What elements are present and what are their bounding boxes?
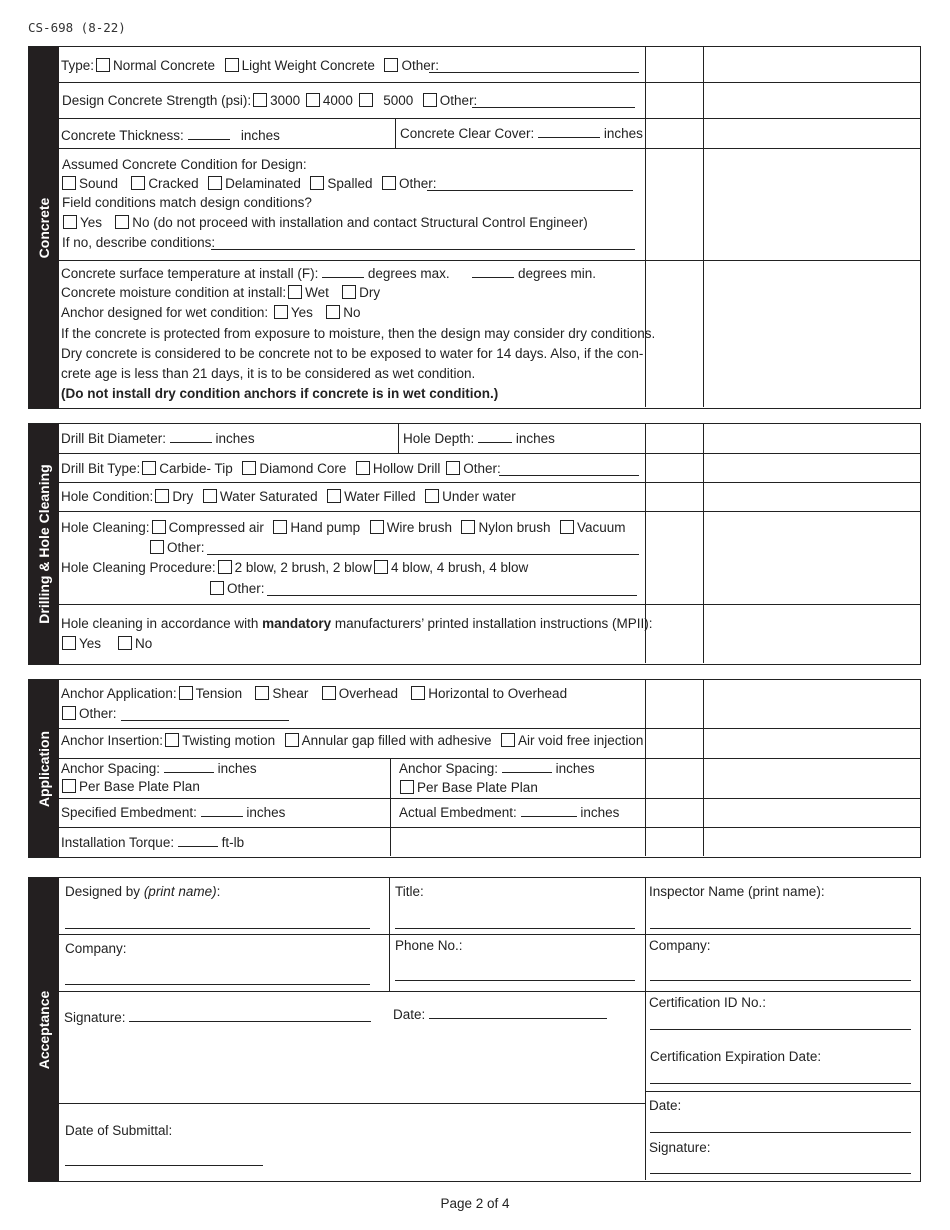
- actual-embedment-label: Actual Embedment:: [399, 805, 517, 820]
- torque-field[interactable]: [178, 834, 218, 847]
- overhead-label: Overhead: [338, 686, 398, 701]
- hole-depth-row: [403, 430, 555, 447]
- thickness-label: Concrete Thickness:: [61, 128, 184, 143]
- procedure-2-blow-label: 2 blow, 2 brush, 2 blow: [234, 560, 372, 575]
- carbide-tip-checkbox[interactable]: [142, 461, 156, 475]
- anchor-application-other-label: Other:: [79, 706, 117, 721]
- concrete-section: [28, 46, 921, 409]
- wire-brush-label: Wire brush: [386, 520, 452, 535]
- shear-label: Shear: [272, 686, 309, 701]
- spalled-checkbox[interactable]: [310, 176, 324, 190]
- cleaning-procedure-label: Hole Cleaning Procedure:: [61, 560, 216, 575]
- company-label: Company:: [65, 941, 127, 956]
- strength-5000-checkbox[interactable]: [359, 93, 373, 107]
- describe-conditions-field[interactable]: [211, 249, 635, 250]
- carbide-tip-label: Carbide- Tip: [159, 461, 233, 476]
- title-field[interactable]: [395, 928, 635, 929]
- under-water-label: Under water: [442, 489, 516, 504]
- anchor-spacing-right: [399, 760, 595, 777]
- concrete-type-label: Type:: [61, 58, 95, 73]
- anchor-wet-label: Anchor designed for wet condition:: [61, 305, 269, 320]
- application-section-label: Application: [29, 680, 59, 857]
- bit-diameter-unit: inches: [215, 431, 255, 446]
- designed-by-colon: :: [216, 884, 221, 899]
- designed-by-label: [65, 884, 220, 900]
- temp-max-field[interactable]: [322, 265, 364, 278]
- bit-diameter-field[interactable]: [170, 430, 212, 443]
- condition-other-field[interactable]: [427, 190, 633, 191]
- water-saturated-checkbox[interactable]: [203, 489, 217, 503]
- dry-anchor-warning: (Do not install dry condition anchors if concrete is in wet condition.): [61, 386, 499, 401]
- hole-depth-field[interactable]: [478, 430, 512, 443]
- air-void-label: Air void free injection: [518, 733, 644, 748]
- diamond-core-checkbox[interactable]: [242, 461, 256, 475]
- bit-diameter-label: Drill Bit Diameter:: [61, 431, 167, 446]
- signature-field[interactable]: [129, 1009, 371, 1022]
- hole-cleaning-other-label: Other:: [167, 540, 205, 555]
- air-void-checkbox[interactable]: [501, 733, 515, 747]
- bit-diameter-row: [61, 430, 255, 447]
- hollow-drill-checkbox[interactable]: [356, 461, 370, 475]
- concrete-type-other-label: Other:: [401, 58, 439, 73]
- form-id: CS-698 (8-22): [28, 20, 126, 35]
- anchor-application-other-row: [60, 706, 117, 722]
- cleaning-procedure-row: [61, 560, 528, 576]
- annular-gap-label: Annular gap filled with adhesive: [301, 733, 492, 748]
- clear-cover-label: Concrete Clear Cover:: [400, 126, 535, 141]
- water-filled-checkbox[interactable]: [327, 489, 341, 503]
- condition-other-label: Other:: [398, 176, 437, 191]
- sound-label: Sound: [79, 176, 119, 191]
- vacuum-label: Vacuum: [577, 520, 626, 535]
- thickness-unit: inches: [240, 128, 280, 143]
- temp-max-unit: degrees max.: [367, 266, 450, 281]
- torque-label: Installation Torque:: [61, 835, 175, 850]
- strength-3000-label: 3000: [270, 93, 301, 108]
- bit-type-label: Drill Bit Type:: [61, 461, 141, 476]
- strength-3000-checkbox[interactable]: [253, 93, 267, 107]
- page-number: Page 2 of 4: [440, 1196, 510, 1211]
- concrete-type-other-checkbox[interactable]: [384, 58, 398, 72]
- inspector-signature-field[interactable]: [650, 1173, 911, 1174]
- wire-brush-checkbox[interactable]: [370, 520, 384, 534]
- thickness-row: [61, 127, 280, 144]
- lightweight-concrete-label: Light Weight Concrete: [241, 58, 375, 73]
- horizontal-overhead-label: Horizontal to Overhead: [428, 686, 568, 701]
- bit-type-other-label: Other:: [463, 461, 501, 476]
- application-section: [28, 679, 921, 858]
- clear-cover-unit: inches: [603, 126, 643, 141]
- certification-id-field[interactable]: [650, 1029, 911, 1030]
- clear-cover-row: [400, 125, 643, 142]
- strength-other-checkbox[interactable]: [423, 93, 437, 107]
- mpii-text-bold: mandatory: [262, 616, 332, 631]
- water-filled-label: Water Filled: [344, 489, 416, 504]
- concrete-type-row: [61, 58, 439, 74]
- mpii-row: [61, 616, 653, 632]
- procedure-4-blow-label: 4 blow, 4 brush, 4 blow: [390, 560, 529, 575]
- date-label: Date:: [393, 1007, 426, 1022]
- hole-cleaning-other-row: [148, 540, 205, 556]
- acceptance-section-label: Acceptance: [29, 878, 59, 1181]
- inspector-company-field[interactable]: [650, 980, 911, 981]
- delaminated-checkbox[interactable]: [208, 176, 222, 190]
- mpii-no-label: No: [135, 636, 153, 651]
- anchor-spacing-label-right: Anchor Spacing:: [399, 761, 499, 776]
- certification-expiration-field[interactable]: [650, 1083, 911, 1084]
- hollow-drill-label: Hollow Drill: [372, 461, 441, 476]
- twisting-motion-label: Twisting motion: [182, 733, 276, 748]
- moisture-label: Concrete moisture condition at install:: [61, 285, 287, 300]
- hand-pump-checkbox[interactable]: [273, 520, 287, 534]
- anchor-spacing-label: Anchor Spacing:: [61, 761, 161, 776]
- inspector-signature-label: Signature:: [649, 1140, 711, 1155]
- delaminated-label: Delaminated: [225, 176, 301, 191]
- overhead-checkbox[interactable]: [322, 686, 336, 700]
- company-field[interactable]: [65, 984, 370, 985]
- base-plate-right-label: Per Base Plate Plan: [417, 780, 538, 795]
- anchor-wet-yes-checkbox[interactable]: [274, 305, 288, 319]
- date-of-submittal-field[interactable]: [65, 1165, 263, 1166]
- anchor-wet-no-label: No: [343, 305, 361, 320]
- specified-embedment-row: [61, 804, 285, 821]
- certification-id-label: Certification ID No.:: [649, 995, 767, 1010]
- tension-label: Tension: [195, 686, 243, 701]
- anchor-spacing-field-left[interactable]: [164, 760, 214, 773]
- temperature-label: Concrete surface temperature at install (F):: [61, 266, 319, 281]
- concrete-type-other-field[interactable]: [429, 72, 639, 73]
- vacuum-checkbox[interactable]: [560, 520, 574, 534]
- normal-concrete-label: Normal Concrete: [113, 58, 216, 73]
- concrete-section-label: Concrete: [29, 47, 59, 408]
- moisture-note-1: If the concrete is protected from exposure to moisture, then the design may consider dry conditions.: [61, 326, 656, 341]
- hole-dry-label: Dry: [172, 489, 194, 504]
- specified-embedment-label: Specified Embedment:: [61, 805, 197, 820]
- hole-cleaning-label: Hole Cleaning:: [61, 520, 150, 535]
- date-of-submittal-label: Date of Submittal:: [65, 1123, 173, 1138]
- anchor-insertion-label: Anchor Insertion:: [61, 733, 164, 748]
- nylon-brush-checkbox[interactable]: [461, 520, 475, 534]
- moisture-note-3: crete age is less than 21 days, it is to be considered as wet condition.: [61, 366, 476, 381]
- base-plate-right-row: [398, 780, 538, 796]
- clear-cover-field[interactable]: [538, 125, 600, 138]
- hole-depth-unit: inches: [515, 431, 555, 446]
- compressed-air-checkbox[interactable]: [152, 520, 166, 534]
- inspector-company-label: Company:: [649, 938, 711, 953]
- hole-cleaning-other-checkbox[interactable]: [150, 540, 164, 554]
- mpii-yes-checkbox[interactable]: [62, 636, 76, 650]
- drilling-section-label: Drilling & Hole Cleaning: [29, 424, 59, 664]
- base-plate-left-label: Per Base Plate Plan: [79, 779, 200, 794]
- hole-condition-label: Hole Condition:: [61, 489, 154, 504]
- hole-cleaning-row: [61, 520, 626, 536]
- hole-depth-label: Hole Depth:: [403, 431, 475, 446]
- design-strength-row: [62, 93, 477, 109]
- field-match-yes-label: Yes: [80, 215, 103, 230]
- hole-condition-row: [61, 489, 516, 505]
- anchor-spacing-left: [61, 760, 257, 777]
- procedure-2-blow-checkbox[interactable]: [218, 560, 232, 574]
- moisture-wet-checkbox[interactable]: [288, 285, 302, 299]
- inspector-name-label: Inspector Name (print name):: [649, 884, 825, 899]
- strength-other-field[interactable]: [472, 107, 635, 108]
- condition-other-checkbox[interactable]: [382, 176, 396, 190]
- mpii-no-checkbox[interactable]: [118, 636, 132, 650]
- temp-min-unit: degrees min.: [517, 266, 597, 281]
- assumed-condition-label: Assumed Concrete Condition for Design:: [62, 157, 307, 172]
- anchor-spacing-field-right[interactable]: [502, 760, 552, 773]
- designed-by-text: Designed by: [65, 884, 144, 899]
- mpii-options: [60, 636, 152, 652]
- inspector-name-field[interactable]: [650, 928, 911, 929]
- moisture-row: [61, 285, 380, 301]
- signature-label: Signature:: [64, 1010, 126, 1025]
- twisting-motion-checkbox[interactable]: [165, 733, 179, 747]
- anchor-application-other-checkbox[interactable]: [62, 706, 76, 720]
- moisture-wet-label: Wet: [305, 285, 329, 300]
- tension-checkbox[interactable]: [179, 686, 193, 700]
- diamond-core-label: Diamond Core: [259, 461, 347, 476]
- inspector-date-field[interactable]: [650, 1132, 911, 1133]
- design-strength-label: Design Concrete Strength (psi):: [62, 93, 252, 108]
- anchor-wet-row: [61, 305, 360, 321]
- procedure-4-blow-checkbox[interactable]: [374, 560, 388, 574]
- date-row: [393, 1006, 607, 1023]
- hand-pump-label: Hand pump: [290, 520, 361, 535]
- actual-embedment-unit: inches: [580, 805, 620, 820]
- anchor-insertion-row: [61, 733, 643, 749]
- phone-label: Phone No.:: [395, 938, 463, 953]
- anchor-wet-no-checkbox[interactable]: [326, 305, 340, 319]
- field-match-options: [61, 215, 588, 231]
- describe-conditions-label: If no, describe conditions:: [62, 235, 216, 250]
- strength-other-label: Other:: [439, 93, 478, 108]
- shear-checkbox[interactable]: [255, 686, 269, 700]
- cracked-label: Cracked: [148, 176, 199, 191]
- annular-gap-checkbox[interactable]: [285, 733, 299, 747]
- temp-min-field[interactable]: [472, 265, 514, 278]
- anchor-spacing-unit: inches: [217, 761, 257, 776]
- anchor-wet-yes-label: Yes: [290, 305, 313, 320]
- designed-by-italic: (print name): [143, 884, 217, 899]
- procedure-other-label: Other:: [227, 581, 265, 596]
- nylon-brush-label: Nylon brush: [478, 520, 551, 535]
- torque-unit: ft-lb: [221, 835, 245, 850]
- strength-4000-label: 4000: [322, 93, 353, 108]
- mpii-text-pre: Hole cleaning in accordance with: [61, 616, 263, 631]
- anchor-application-row: [61, 686, 567, 702]
- title-label: Title:: [395, 884, 424, 899]
- horizontal-overhead-checkbox[interactable]: [411, 686, 425, 700]
- hole-cleaning-other-field[interactable]: [207, 554, 639, 555]
- sound-checkbox[interactable]: [62, 176, 76, 190]
- anchor-application-other-field[interactable]: [121, 720, 289, 721]
- mpii-yes-label: Yes: [79, 636, 102, 651]
- field-match-no-label: No (do not proceed with installation and contact Structural Control Engineer): [132, 215, 588, 230]
- date-field[interactable]: [429, 1006, 607, 1019]
- mpii-text-post: manufacturers’ printed installation instructions (MPII):: [331, 616, 653, 631]
- cracked-checkbox[interactable]: [131, 176, 145, 190]
- actual-embedment-field[interactable]: [521, 804, 577, 817]
- phone-field[interactable]: [395, 980, 635, 981]
- lightweight-concrete-checkbox[interactable]: [225, 58, 239, 72]
- moisture-note-2: Dry concrete is considered to be concrete not to be exposed to water for 14 days. Also, if the con-: [61, 346, 644, 361]
- anchor-spacing-unit-right: inches: [555, 761, 595, 776]
- normal-concrete-checkbox[interactable]: [96, 58, 110, 72]
- inspector-date-label: Date:: [649, 1098, 682, 1113]
- procedure-other-row: [208, 581, 265, 597]
- anchor-application-label: Anchor Application:: [61, 686, 177, 701]
- signature-row: [64, 1009, 371, 1026]
- bit-type-row: [61, 461, 501, 477]
- bit-type-other-checkbox[interactable]: [446, 461, 460, 475]
- base-plate-left-row: [60, 779, 200, 795]
- specified-embedment-field[interactable]: [201, 804, 243, 817]
- designed-by-field[interactable]: [65, 928, 370, 929]
- certification-expiration-label: Certification Expiration Date:: [650, 1049, 822, 1064]
- bit-type-other-field[interactable]: [499, 475, 639, 476]
- moisture-dry-checkbox[interactable]: [342, 285, 356, 299]
- hole-dry-checkbox[interactable]: [155, 489, 169, 503]
- actual-embedment-row: [399, 804, 619, 821]
- water-saturated-label: Water Saturated: [219, 489, 318, 504]
- torque-row: [61, 834, 244, 851]
- drilling-section: [28, 423, 921, 665]
- field-match-no-checkbox[interactable]: [115, 215, 129, 229]
- base-plate-right-checkbox[interactable]: [400, 780, 414, 794]
- temperature-row: [61, 265, 596, 282]
- acceptance-section: [28, 877, 921, 1182]
- compressed-air-label: Compressed air: [168, 520, 264, 535]
- field-match-label: Field conditions match design conditions?: [62, 195, 312, 210]
- strength-5000-label: 5000: [383, 93, 414, 108]
- condition-options-row: [60, 176, 437, 192]
- spalled-label: Spalled: [327, 176, 373, 191]
- under-water-checkbox[interactable]: [425, 489, 439, 503]
- thickness-field[interactable]: [188, 127, 230, 140]
- procedure-other-field[interactable]: [267, 595, 637, 596]
- strength-4000-checkbox[interactable]: [306, 93, 320, 107]
- procedure-other-checkbox[interactable]: [210, 581, 224, 595]
- field-match-yes-checkbox[interactable]: [63, 215, 77, 229]
- moisture-dry-label: Dry: [359, 285, 381, 300]
- specified-embedment-unit: inches: [246, 805, 286, 820]
- base-plate-left-checkbox[interactable]: [62, 779, 76, 793]
